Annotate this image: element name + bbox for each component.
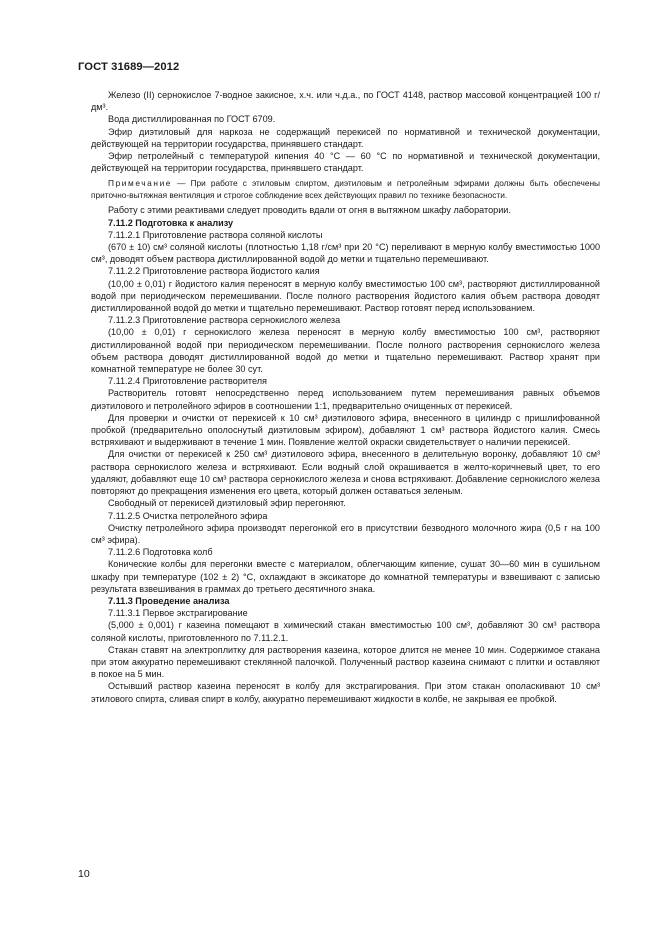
paragraph: 7.11.2.6 Подготовка колб <box>108 547 213 558</box>
note-label: Примечание <box>108 178 173 189</box>
section-heading: 7.11.3 Проведение анализа <box>108 595 230 606</box>
paragraph: 7.11.3.1 Первое экстрагирование <box>108 608 248 619</box>
note-text: — При работе с этиловым спиртом, диэтиловым и петролейным эфирами должны быть обеспечены приточно-вытяжная вентиляция и строгое соблюдение всех действующих правил по технике безопасности. <box>91 178 600 200</box>
paragraph: Эфир диэтиловый для наркоза не содержащий перекисей по нормативной и технической документации, действующей на территории государства, принявшего стандарт. <box>91 126 600 149</box>
standard-title: ГОСТ 31689—2012 <box>78 61 180 73</box>
paragraph: 7.11.2.1 Приготовление раствора соляной кислоты <box>108 229 323 240</box>
page-number: 10 <box>78 868 90 880</box>
paragraph: 7.11.2.2 Приготовление раствора йодистого калия <box>108 266 320 277</box>
paragraph: Растворитель готовят непосредственно перед использованием путем перемешивания равных объемов диэтилового и петролейного эфиров в соотношении 1:1, предварительно очищенных от перекисей. <box>91 388 600 411</box>
paragraph: (10,00 ± 0,01) г йодистого калия переносят в мерную колбу вместимостью 100 см³, растворяют дистиллированной водой при периодическом перемешивании. После полного растворения йодистого калия объем раствора доводят дистиллированной водой до метки и тщательно перемешивают. Раствор готовят перед использованием. <box>91 278 600 314</box>
section-heading: 7.11.2 Подготовка к анализу <box>108 217 234 228</box>
paragraph: Очистку петролейного эфира производят перегонкой его в присутствии безводного молочного жира (0,5 г на 100 см³ эфира). <box>91 522 600 545</box>
paragraph: Железо (II) сернокислое 7-водное закисное, х.ч. или ч.д.а., по ГОСТ 4148, раствор массовой концентрацией 100 г/дм³. <box>91 90 600 113</box>
paragraph: (5,000 ± 0,001) г казеина помещают в химический стакан вместимостью 100 см³, добавляют 30 см³ раствора соляной кислоты, приготовленного по 7.11.2.1. <box>91 620 600 643</box>
paragraph: (670 ± 10) см³ соляной кислоты (плотностью 1,18 г/см³ при 20 °С) переливают в мерную колбу вместимостью 1000 см³, доводят объем раствора дистиллированной водой до метки и тщательно перемешивают. <box>91 242 600 265</box>
paragraph: 7.11.2.3 Приготовление раствора сернокислого железа <box>108 315 341 326</box>
paragraph: (10,00 ± 0,01) г сернокислого железа переносят в мерную колбу вместимостью 100 см³, растворяют дистиллированной водой при периодическом перемешивании. После полного растворения сернокислого железа объем раствора доводят дистиллированной водой до метки и тщательно перемешивают. Раствор хранят при комнатной температуре не более 30 сут. <box>91 327 600 375</box>
paragraph: Работу с этими реактивами следует проводить вдали от огня в вытяжном шкафу лаборатории. <box>108 205 511 216</box>
paragraph: Свободный от перекисей диэтиловый эфир перегоняют. <box>108 498 346 509</box>
paragraph: Для очистки от перекисей к 250 см³ диэтилового эфира, внесенного в делительную воронку, добавляют 10 см³ раствора сернокислого железа и встряхивают. Если водный слой окрашивается в желто-коричневый цвет, то его удаляют, добавляют еще 10 см³ раствора сернокислого железа и снова встряхивают. Добавление сернокислого железа повторяют до прекращения изменения его цвета, который должен оставаться зеленым. <box>91 449 600 497</box>
paragraph: Вода дистиллированная по ГОСТ 6709. <box>108 114 276 125</box>
paragraph: Стакан ставят на электроплитку для растворения казеина, которое длится не менее 10 мин. Содержимое стакана при этом аккуратно перемешивают стеклянной палочкой. Полученный раствор казеина снимают с плитки и оставляют в покое на 5 мин. <box>91 644 600 680</box>
paragraph: Для проверки и очистки от перекисей к 10 см³ диэтилового эфира, внесенного в цилиндр с пришлифованной пробкой (предварительно ополоснутый диэтиловым эфиром), добавляют 1 см³ раствора йодистого калия. Смесь встряхивают и выдерживают в течение 1 мин. Появление желтой окраски свидетельствует о наличии перекисей. <box>91 412 600 448</box>
document-body <box>91 89 600 705</box>
note-paragraph <box>91 178 600 201</box>
paragraph: Конические колбы для перегонки вместе с материалом, облегчающим кипение, сушат 30—60 мин в сушильном шкафу при температуре (102 ± 2) °С, охлаждают в эксикаторе до комнатной температуры и взвешивают с записью результата взвешивания в граммах до третьего десятичного знака. <box>91 559 600 594</box>
paragraph: Остывший раствор казеина переносят в колбу для экстрагирования. При этом стакан ополаскивают 10 см³ этилового спирта, сливая спирт в колбу, аккуратно перемешивают жидкости в колбе, не закрывая ее пробкой. <box>91 681 600 704</box>
paragraph: 7.11.2.4 Приготовление растворителя <box>108 376 267 387</box>
paragraph: 7.11.2.5 Очистка петролейного эфира <box>108 510 268 521</box>
paragraph: Эфир петролейный с температурой кипения 40 °С — 60 °С по нормативной и технической документации, действующей на территории государства, принявшего стандарт. <box>91 151 600 174</box>
